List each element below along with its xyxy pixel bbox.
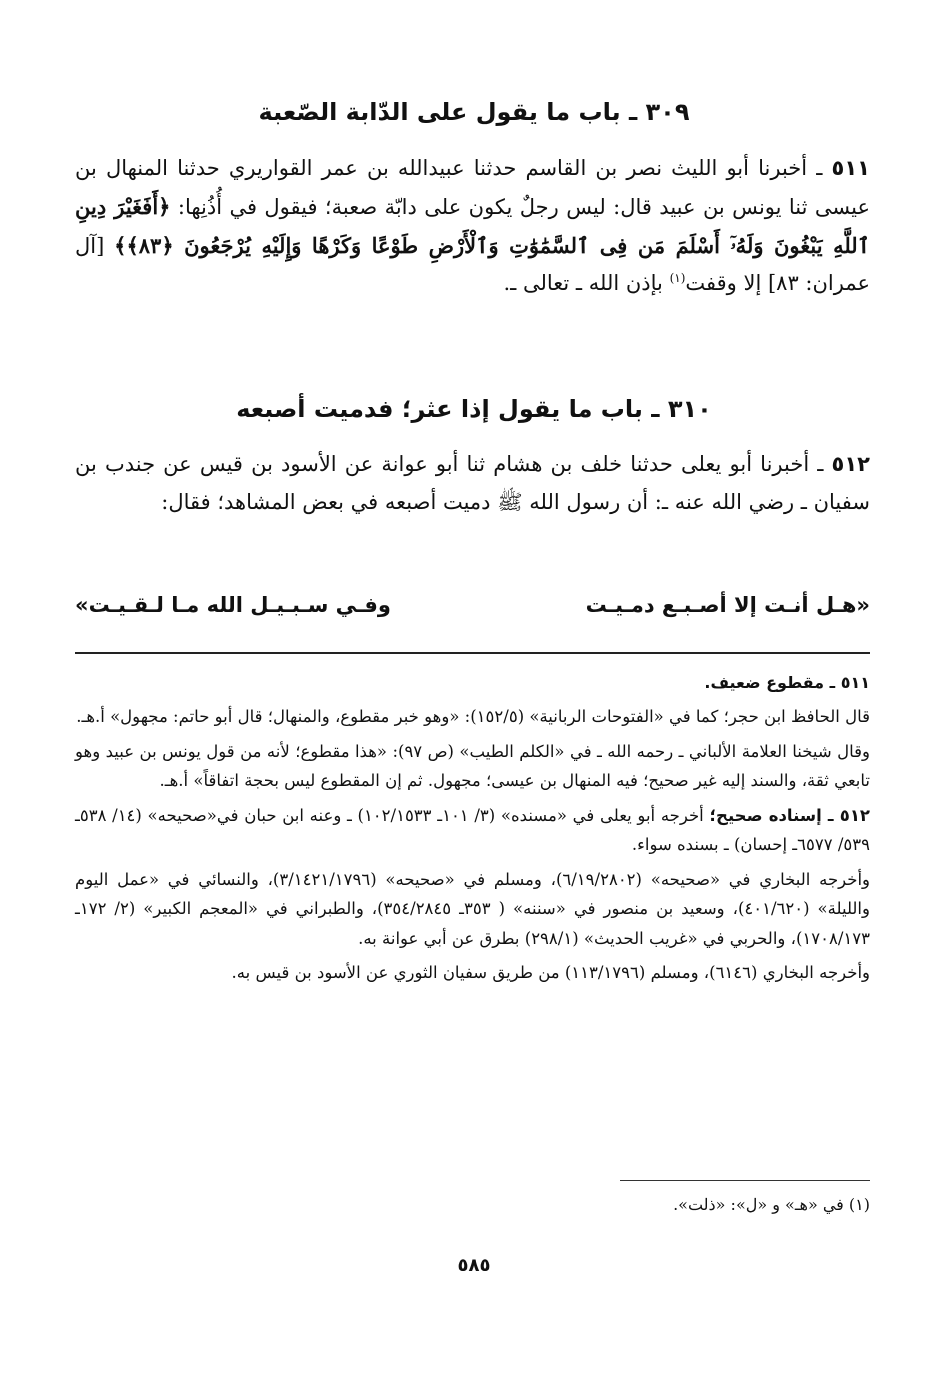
note-512-paragraph-2: وأخرجه البخاري في «صحيحه» (٦/١٩/٢٨٠٢)، ومسلم في «صحيحه» (٣/١٤٢١/١٧٩٦)، والنسائي في «عمل اليوم والليلة» (٤٠١/٦٢٠)، وسعيد بن منصور في «سننه» ( ٣٥٣ـ ٣٥٤/٢٨٤٥)، والطبراني في «المعجم الكبير» (٢/ ١٧٢ـ ١٧٠٨/١٧٣)، والحربي في «غريب الحديث» (٢٩٨/١) بطرق عن أبي عوانة به. bbox=[75, 869, 870, 948]
hadith-511-ending: بإذن الله ـ تعالى ـ. bbox=[503, 271, 670, 296]
poem-verse bbox=[75, 585, 870, 625]
poem-second-hemistich: وفـي سـبـيـل الله مـا لـقـيـت» bbox=[75, 593, 391, 617]
commentary-notes bbox=[75, 668, 870, 993]
footnote-divider bbox=[620, 1180, 870, 1181]
notes-divider bbox=[75, 652, 870, 654]
hadith-511-text: ـ أخبرنا أبو الليث نصر بن القاسم حدثنا عبيدالله بن عمر القواريري حدثنا المنهال بن عيسى ثنا يونس بن عبيد قال: ليس رجلٌ يكون على دابّة صعبة؛ فيقول في أُذُنِها: bbox=[75, 156, 870, 219]
note-511-heading: ٥١١ ـ مقطوع ضعيف. bbox=[704, 673, 870, 692]
hadith-512-number: ٥١٢ bbox=[831, 452, 870, 476]
note-512-grading: ـ إسناده صحيح؛ bbox=[709, 805, 840, 825]
note-512-paragraph-3: وأخرجه البخاري (٦١٤٦)، ومسلم (١١٣/١٧٩٦) من طريق سفيان الثوري عن الأسود بن قيس به. bbox=[231, 963, 870, 982]
verse-reference: [آل عمران: ٨٣] إلا وقفت bbox=[75, 233, 870, 296]
note-512-number: ٥١٢ bbox=[839, 805, 870, 825]
hadith-512-text: ـ أخبرنا أبو يعلى حدثنا خلف بن هشام ثنا أبو عوانة عن الأسود بن قيس عن جندب بن سفيان ـ رضي الله عنه ـ: أن رسول الله ﷺ دميت أصبعه في بعض المشاهد؛ فقال: bbox=[75, 452, 870, 514]
quran-verse: ﴿أَفَغَيْرَ دِينِ ٱللَّهِ يَبْغُونَ وَلَهُۥٓ أَسْلَمَ مَن فِى ٱلسَّمَٰوَٰتِ وَٱلْأَرْضِ طَوْعًا وَكَرْهًا وَإِلَيْهِ يُرْجَعُونَ ﴿٨٣﴾﴾ bbox=[75, 193, 870, 258]
note-512-paragraph-1 bbox=[75, 801, 870, 860]
chapter-310-title: ٣١٠ ـ باب ما يقول إذا عثر؛ فدميت أصبعه bbox=[236, 395, 712, 423]
note-511-paragraph-2: وقال شيخنا العلامة الألباني ـ رحمه الله ـ في «الكلم الطيب» (ص ٩٧): «هذا مقطوع؛ لأنه من قول يونس بن عبيد وهو تابعي ثقة، والسند إليه غير صحيح؛ فيه المنهال بن عيسى؛ مجهول. ثم إن المقطوع ليس بحجة اتفاقاً» أ.هـ. bbox=[75, 741, 870, 790]
note-512-text: أخرجه أبو يعلى في «مسنده» (٣/ ١٠١ـ ١٠٢/١٥٣٣) ـ وعنه ابن حبان في«صحيحه» (١٤/ ٥٣٨ـ ٥٣٩/ ٦٥٧٧ـ إحسان) ـ بسنده سواء. bbox=[75, 805, 870, 854]
hadith-511 bbox=[75, 150, 870, 303]
poem-first-hemistich: «هـل أنـت إلا أصـبـع دمـيـت bbox=[585, 593, 870, 617]
chapter-309-title: ٣٠٩ ـ باب ما يقول على الدّابة الصّعبة bbox=[258, 98, 690, 126]
hadith-511-number: ٥١١ bbox=[831, 156, 870, 180]
page-number: ٥٨٥ bbox=[457, 1255, 491, 1276]
footnote-ref[interactable]: (١) bbox=[669, 271, 686, 286]
footnote-1: (١) في «هـ» و «ل»: «ذلت». bbox=[673, 1195, 870, 1214]
note-511-paragraph-1: قال الحافظ ابن حجر؛ كما في «الفتوحات الربانية» (١٥٢/٥): «وهو خبر مقطوع، والمنهال؛ قال أبو حاتم: مجهول» أ.هـ. bbox=[76, 707, 870, 726]
hadith-512 bbox=[75, 446, 870, 522]
